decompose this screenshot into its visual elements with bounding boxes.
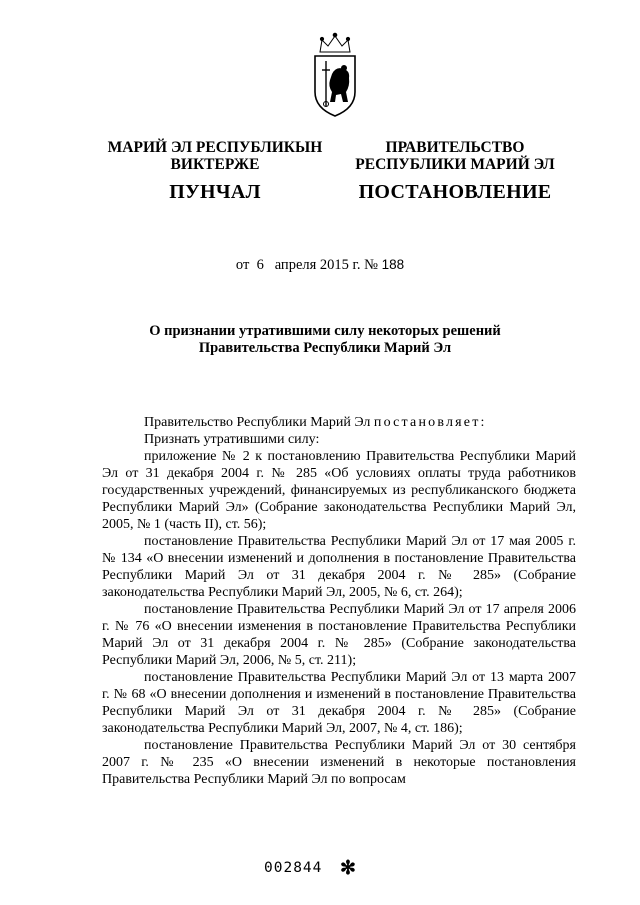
header-right-doc-type: ПОСТАНОВЛЕНИЕ — [358, 181, 552, 203]
body-intro-subject: Правительство Республики Марий Эл — [144, 415, 371, 430]
body-paragraph: постановление Правительства Республики Марий Эл от 17 апреля 2006 г. № 76 «О внесении изменения в постановление Правительства Республики Марий Эл от 31 декабря 2004 г. № 285» (Собрание законодательства Республики Марий Эл, 2006, № 5, ст. 211); — [102, 602, 576, 668]
header-left-line1: МАРИЙ ЭЛ РЕСПУБЛИКЫН — [107, 139, 323, 156]
document-title — [100, 323, 550, 357]
header-right-line2: РЕСПУБЛИКИ МАРИЙ ЭЛ — [355, 156, 555, 173]
asterisk-mark-icon: ✻ — [340, 858, 356, 879]
date-prefix: от — [235, 257, 250, 273]
body-paragraph: постановление Правительства Республики Марий Эл от 17 мая 2005 г. № 134 «О внесении изменений и дополнения в постановление Правительства Республики Марий Эл от 31 декабря 2004 г. № 285» (Собрание законодательства Республики Марий Эл, 2005, № 6, ст. 264); — [102, 534, 576, 600]
header-right — [345, 139, 565, 205]
title-line2: Правительства Республики Марий Эл — [198, 340, 452, 356]
document-body — [102, 414, 576, 788]
header-left — [90, 139, 340, 205]
body-paragraph: Признать утратившими силу: — [144, 432, 320, 447]
date-day: 6 — [256, 257, 264, 273]
body-paragraph: приложение № 2 к постановлению Правительства Республики Марий Эл от 31 декабря 2004 г. № 285 «Об условиях оплаты труда работников государственных учреждений, финансируемых из республиканского бюджета Республики Марий Эл» (Собрание законодательства Республики Марий Эл, 2005, № 1 (часть II), ст. 56); — [102, 449, 576, 532]
title-line1: О признании утратившими силу некоторых решений — [149, 323, 501, 339]
document-number: 188 — [381, 257, 405, 272]
crown-icon — [320, 33, 350, 52]
date-line — [0, 257, 640, 274]
serial-number: 002844 — [264, 860, 323, 876]
header-left-line2: ВИКТЕРЖЕ — [170, 156, 260, 173]
header-right-line1: ПРАВИТЕЛЬСТВО — [385, 139, 525, 156]
date-month-year: апреля 2015 г. № — [274, 257, 378, 273]
body-paragraph: постановление Правительства Республики Марий Эл от 30 сентября 2007 г. № 235 «О внесении изменений в некоторые постановления Правительства Республики Марий Эл по вопросам — [102, 738, 576, 787]
body-intro-verb: постановляет: — [373, 415, 487, 430]
body-paragraph: постановление Правительства Республики Марий Эл от 13 марта 2007 г. № 68 «О внесении дополнения и изменений в постановление Правительства Республики Марий Эл от 31 декабря 2004 г. № 285» (Собрание законодательства Республики Марий Эл, 2007, № 4, ст. 186); — [102, 670, 576, 736]
header-left-doc-type: ПУНЧАЛ — [169, 181, 261, 203]
coat-of-arms-emblem — [306, 30, 364, 120]
body-intro — [102, 414, 576, 431]
